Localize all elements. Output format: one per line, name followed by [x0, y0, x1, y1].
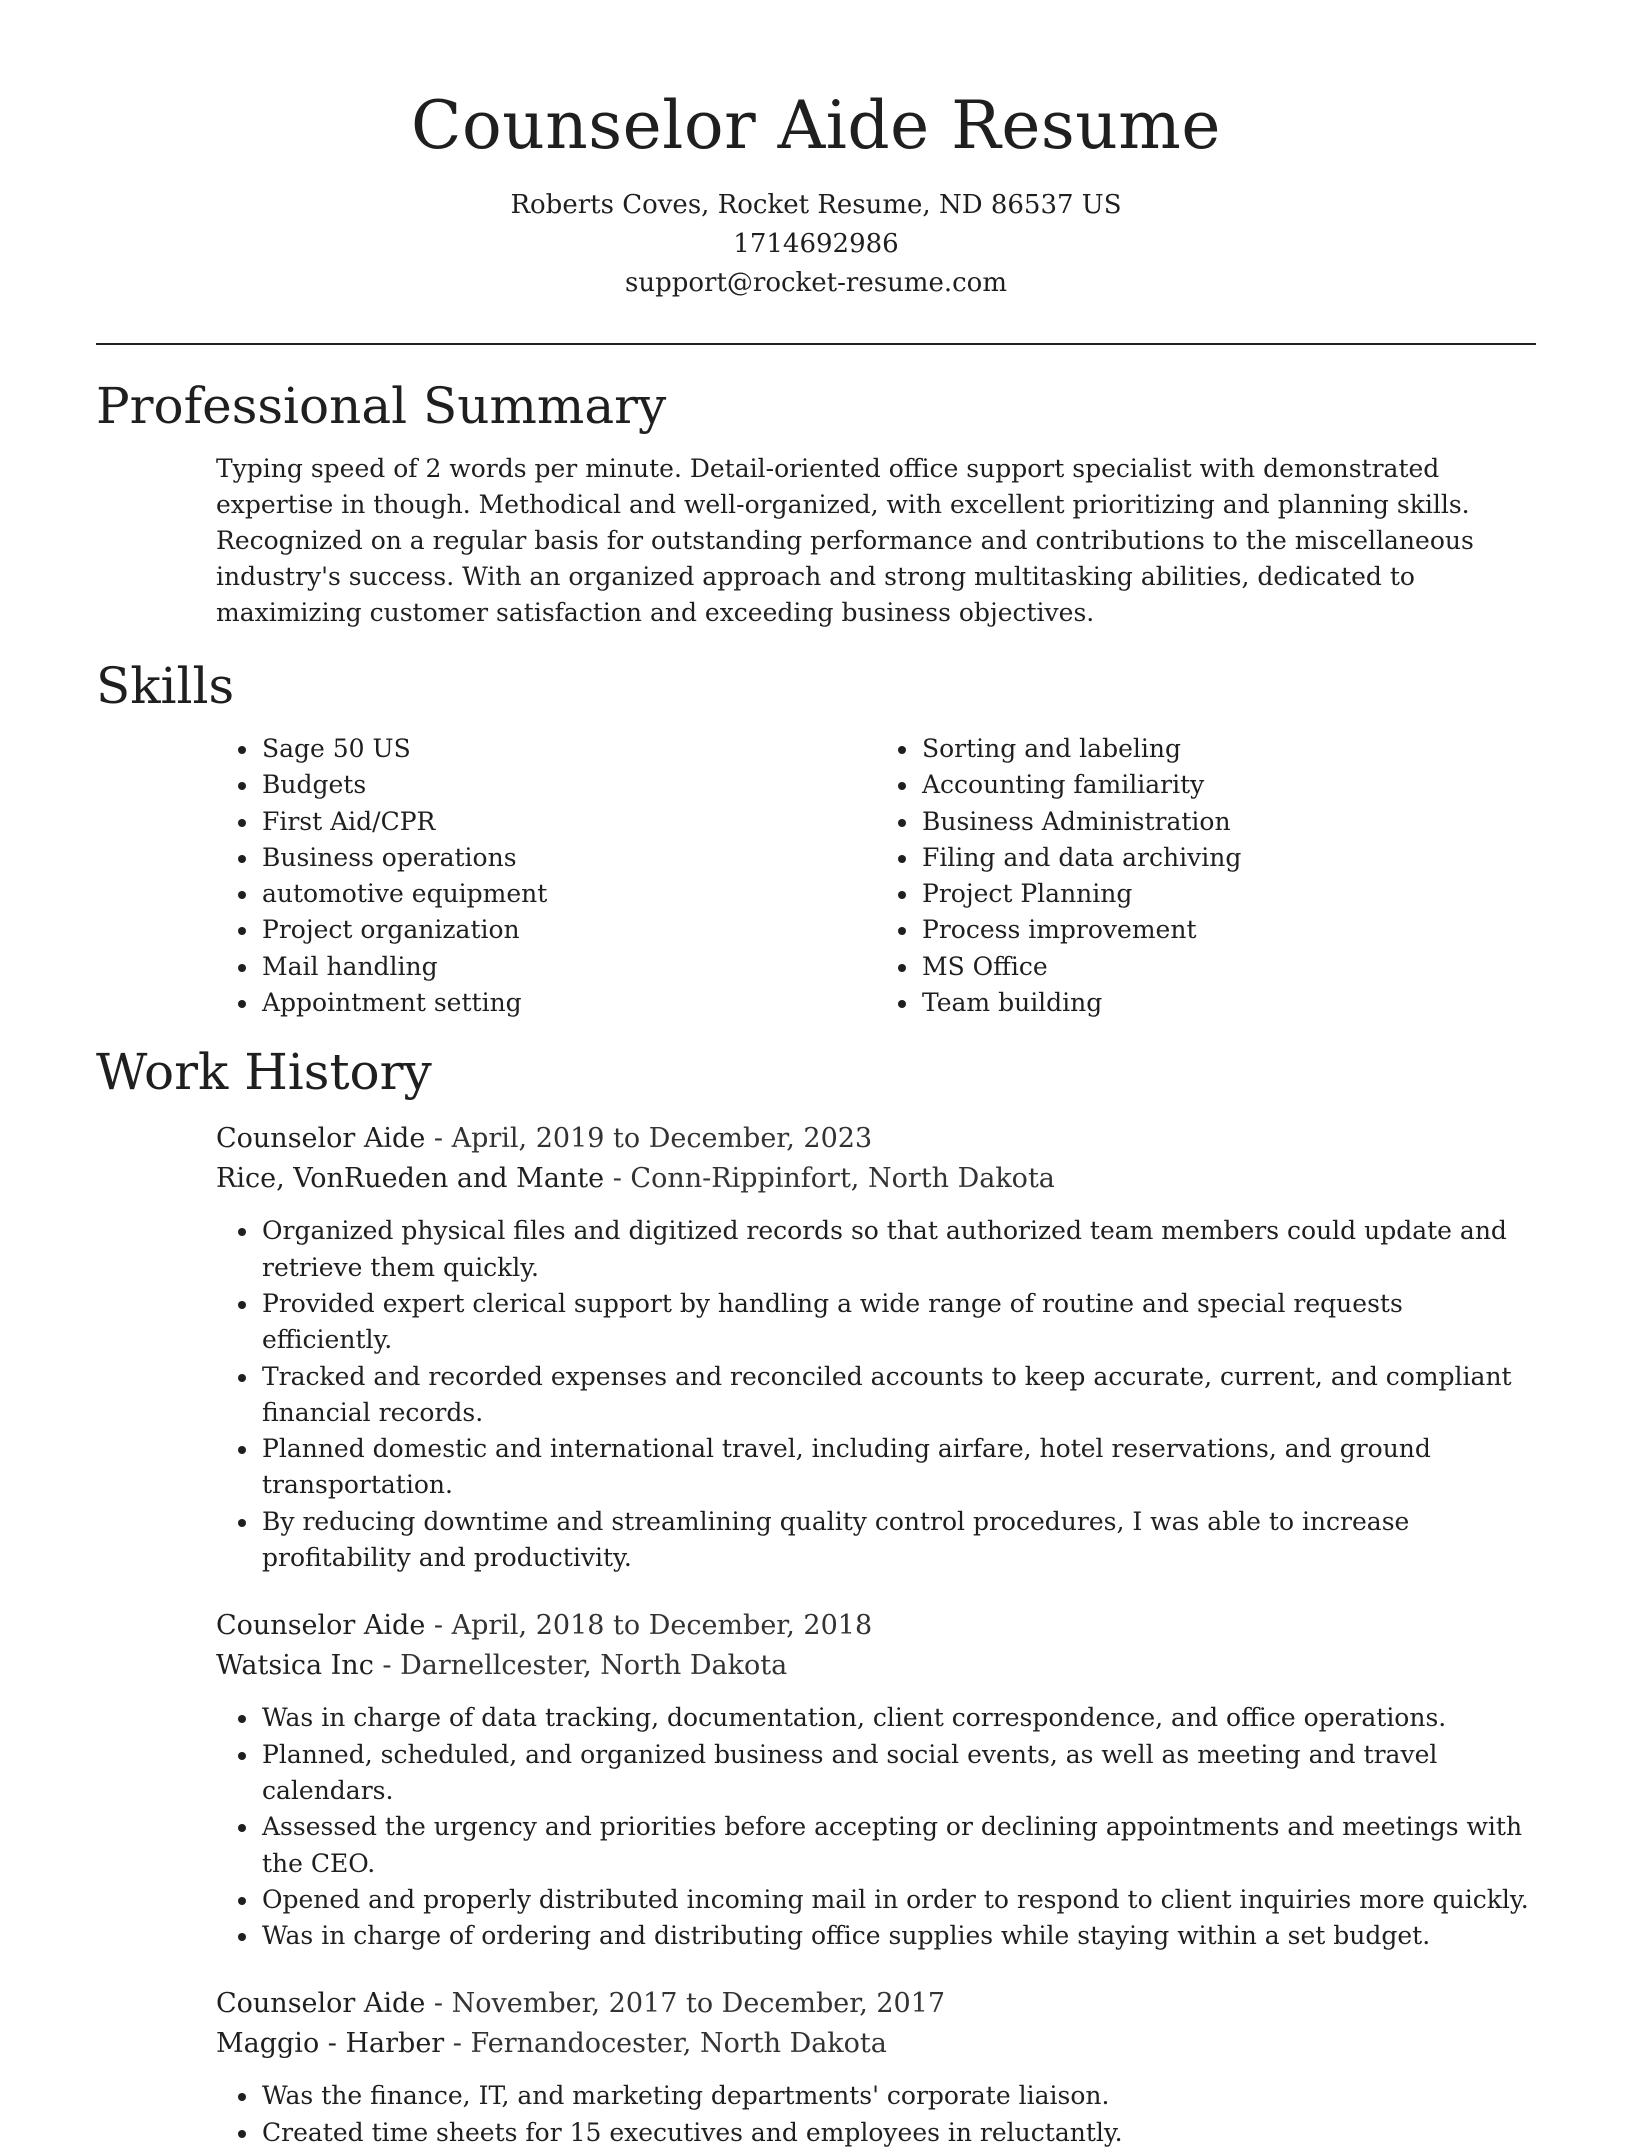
job-bullet: • Provided expert clerical support by handling a wide range of routine and special requests efficiently.	[260, 1286, 1536, 1359]
skills-grid	[216, 731, 1536, 1021]
job-bullets	[216, 1213, 1536, 1576]
job-company-line	[216, 1646, 1536, 1686]
contact-block	[96, 186, 1536, 303]
skill-item: • Filing and data archiving	[920, 840, 1536, 876]
job-role: Counselor Aide	[216, 1123, 426, 1155]
skill-item: • Project Planning	[920, 876, 1536, 912]
job-bullet: • Organized physical files and digitized records so that authorized team members could update and retrieve them quickly.	[260, 1213, 1536, 1286]
job-company-line	[216, 1159, 1536, 1199]
skill-item: • MS Office	[920, 949, 1536, 985]
skill-item: • automotive equipment	[260, 876, 876, 912]
skill-item: • Budgets	[260, 767, 876, 803]
job-entry	[216, 1119, 1536, 1576]
skill-item: • Business Administration	[920, 804, 1536, 840]
skill-item: • Appointment setting	[260, 985, 876, 1021]
job-role: Counselor Aide	[216, 1988, 426, 2020]
job-entry	[216, 1984, 1536, 2151]
job-role-line	[216, 1606, 1536, 1646]
job-entry	[216, 1606, 1536, 1954]
skill-item: • Project organization	[260, 912, 876, 948]
skill-item: • Mail handling	[260, 949, 876, 985]
job-dates: - November, 2017 to December, 2017	[425, 1988, 946, 2020]
skill-item: • Process improvement	[920, 912, 1536, 948]
job-bullet: • Tracked and recorded expenses and reconciled accounts to keep accurate, current, and compliant financial records.	[260, 1359, 1536, 1432]
skill-item: • Sage 50 US	[260, 731, 876, 767]
job-bullet: • Was the finance, IT, and marketing departments' corporate liaison.	[260, 2078, 1536, 2114]
job-company: Rice, VonRueden and Mante	[216, 1163, 605, 1195]
skill-item: • Team building	[920, 985, 1536, 1021]
contact-email: support@rocket-resume.com	[624, 268, 1007, 298]
job-bullet: • By reducing downtime and streamlining quality control procedures, I was able to increase profitability and productivity.	[260, 1504, 1536, 1577]
contact-phone: 1714692986	[733, 229, 899, 259]
job-bullets	[216, 1700, 1536, 1954]
job-bullet: • Planned, scheduled, and organized business and social events, as well as meeting and travel calendars.	[260, 1737, 1536, 1810]
skills-right-column	[876, 731, 1536, 1021]
skills-heading: Skills	[96, 657, 235, 715]
job-bullet: • Was in charge of ordering and distributing office supplies while staying within a set budget.	[260, 1918, 1536, 1954]
job-company-line	[216, 2024, 1536, 2064]
skill-item: • Sorting and labeling	[920, 731, 1536, 767]
work-history-heading: Work History	[96, 1043, 432, 1102]
header-divider	[96, 343, 1536, 345]
job-location: - Darnellcester, North Dakota	[373, 1650, 788, 1682]
job-dates: - April, 2019 to December, 2023	[425, 1123, 873, 1155]
skill-item: • Business operations	[260, 840, 876, 876]
skill-item: • First Aid/CPR	[260, 804, 876, 840]
resume-title: Counselor Aide Resume	[411, 87, 1221, 164]
summary-heading: Professional Summary	[96, 377, 667, 435]
resume-page	[96, 0, 1536, 2151]
contact-address: Roberts Coves, Rocket Resume, ND 86537 US	[510, 190, 1122, 220]
job-bullet: • Was in charge of data tracking, documentation, client correspondence, and office operations.	[260, 1700, 1536, 1736]
skills-left-column	[216, 731, 876, 1021]
job-bullet: • Created time sheets for 15 executives and employees in reluctantly.	[260, 2115, 1536, 2151]
job-role-line	[216, 1119, 1536, 1159]
job-location: - Conn-Rippinfort, North Dakota	[604, 1163, 1055, 1195]
resume-header	[96, 0, 1536, 303]
job-bullet: • Opened and properly distributed incoming mail in order to respond to client inquiries more quickly.	[260, 1882, 1536, 1918]
job-dates: - April, 2018 to December, 2018	[425, 1610, 873, 1642]
summary-paragraph: Typing speed of 2 words per minute. Detail-oriented office support specialist with demonstrated expertise in though. Methodical and well-organized, with excellent prioritizing and planning skills. Recognized on a regular basis for outstanding performance and contributions to the miscellaneous industry's success. With an organized approach and strong multitasking abilities, dedicated to maximizing customer satisfaction and exceeding business objectives.	[216, 454, 1474, 627]
skill-item: • Accounting familiarity	[920, 767, 1536, 803]
job-company: Watsica Inc	[216, 1650, 374, 1682]
job-bullets	[216, 2078, 1536, 2151]
job-bullet: • Assessed the urgency and priorities before accepting or declining appointments and meetings with the CEO.	[260, 1809, 1536, 1882]
job-bullet: • Planned domestic and international travel, including airfare, hotel reservations, and ground transportation.	[260, 1431, 1536, 1504]
job-role-line	[216, 1984, 1536, 2024]
job-company: Maggio - Harber	[216, 2028, 445, 2060]
job-location: - Fernandocester, North Dakota	[444, 2028, 887, 2060]
job-role: Counselor Aide	[216, 1610, 426, 1642]
